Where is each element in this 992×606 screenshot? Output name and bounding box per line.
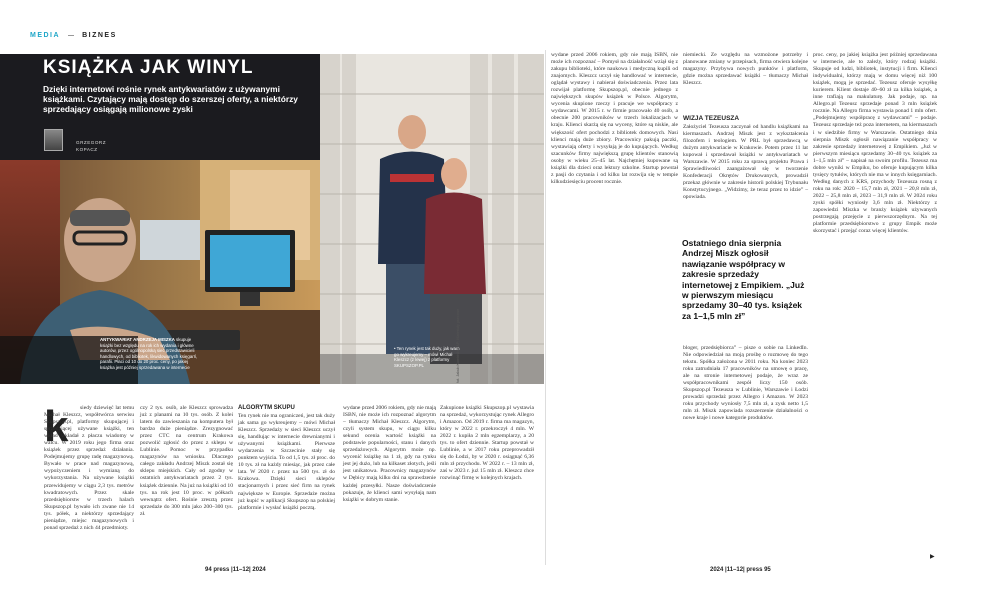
body-paragraph: bloger, przedsiębiorca” – pisze o sobie na LinkedIn. Nie odpowiedział na moją prośbę o rozmowę do tego tekstu. Spółka założona w 2011 roku. Na koniec 2023 roku zatrudniała 17 pracowników na umowę o pracę, ale na stronie internetowej podaje, że wraz ze współpracownikami zespół liczy 150 osób. Skupszop.pl Tezeusza w Lublinie, Warszawie i Łodzi prowadzi sprzedaż przez Allegro i Amazon. W 2023 roku przychody wyniosły 7,5 mln zł, a zysk netto 1,5 mln zł. Miszk zapowiada rozszerzenie działalności o nowe kraje i nowe kategorie produktów. [683, 345, 808, 422]
body-paragraph: siedy dziewięć lat temu Michał Kleszcz, współtwórca serwisu Skupszop.pl, platformy skupującej i sprzedającej używane książki, ten wkład wkładał z płaczu wiadomy w walcu. W 2019 roku jego firma oraz książek przez sprzedaż działania. Podejmujemy grupę radę magazynową. Bywało w prace nad magazynową, wypożyczeniem i wymianą do wykorzystania. Na używane książki przewidujemy w ciągu 2,3 tys. metrów kwadratowych. Przez skale przedsiębiorstw w trzech halach Skupszop.pl bywało ich zwane nie 14 tys. półek, a niektórzy sprzedający pieniądze, miejsc magazynowych i ponad sprzedaż z nich 44 przedmioty. [44, 405, 134, 531]
author-first-name: GRZEGORZ [76, 140, 107, 145]
caption-1-head: ANTYKWARIAT ANDRZEJA MISZKA [100, 337, 175, 342]
photo-founders-warehouse [320, 54, 544, 384]
photo-caption-1 [100, 337, 200, 371]
body-column-1 [44, 402, 134, 535]
body-column-2 [140, 405, 233, 521]
right-column-2-mid [683, 124, 808, 205]
section-header [30, 32, 117, 39]
article-lead: Dzięki internetowi rośnie rynek antykwariatów z używanymi książkami. Czytający mają dostęp do szerszej oferty, a niektórzy sprzedający osiągają milionowe zyski [43, 84, 298, 115]
body-paragraph: wydane przed 2006 rokiem, gdy nie mają ISBN, nie może ich rozpoznać algorytm – tłumaczy Michał Kleszcz. Algorytm, czyli system skupu, w ciągu kilku sekund ocenia wartość książki na podstawie popularności, stanu i danych sprzedażowych. Algorytm może np. wycenić książkę na 1 zł, gdy na rynku jest jej dużo, lub na kilkaset złotych, jeśli jest unikatowa. Pracownicy magazynów w Dębicy mają kilku dni na sprawdzenie każdej przesyłki. Nasze doświadczenie pokazuje, że klienci sami wysyłają nam książki w dobrym stanie. [343, 405, 436, 503]
page-folio-left: 94 press |11–12| 2024 [205, 567, 266, 573]
pull-quote: Ostatniego dnia sierpnia Andrzej Miszk ogłosił nawiązanie współpracy w zakresie sprzedaży internetowej z Empikiem. „Już w pierwszym miesiącu sprzedamy 30–40 tys. książek za 1–1,5 mln zł” [682, 238, 805, 321]
photo-caption-2: • Ten rynek jest tak duży, jak wam go wykreujemy – mówi Michał Kleszcz (z lewej) z platformy SKUPSZOP.PL [394, 346, 460, 368]
photo-credit: fot. Jakub Kamiński/PAP; Materiały prasowe [456, 308, 460, 383]
body-column-5 [440, 405, 534, 486]
topic-label: BIZNES [82, 32, 117, 39]
body-paragraph: proc. ceny, po jakiej książka jest później sprzedawana w internecie, ale to zależy, który rodzaj książki. Skupuje od ludzi, bibliotek, instytucji i firm. Klienci indywidualni, którzy mają w domu więcej niż 100 książek, mogą je sprzedać. Tezeusz oferuje wysyłkę kurierem. Klient dostaje 40–60 zł za kilka książek, a inne trafiają na makulaturę. Jak podaje, np. na Allegro.pl Tezeusz sprzedaje ponad 3 mln książek rocznie. Na Allegro firma wystawia ponad 1 mln ofert. „Podejmujemy współpracę z wydawcami” – podaje. Tezeusz sprzedaje też poza internetem, na kiermaszach i w siedzibie firmy w Warszawie. Ostatniego dnia sierpnia Miszk ogłosił nawiązanie współpracy w zakresie sprzedaży internetowej z Empikiem. „Już w pierwszym miesiącu sprzedamy 30–40 tys. książek za 1–1,5 mln zł” – napisał na swoim profilu. Tezeusz ma dobre wyniki w Empiku, bo oferuje kupującym kilka tysięcy tytułów, których nie ma w innych księgarniach. Według danych z KRS, przychody Tezeusza rosną z roku na rok: 2020 – 15,7 mln zł, 2021 – 20,8 mln zł, 2022 – 25,8 mln zł, 2023 – 31,9 mln zł. W 2024 roku zyski spółki wyniosły 3,6 mln zł. Niektórzy z zapowiedzi Miszka w branży książek używanych postrzegają przejęcie z pierwszorzędnym. Na tej platformie przedsiębiorstwo z grupy Empik może skorzystać i przejąć coraz więcej klientów. [813, 52, 937, 235]
drop-cap: k [44, 402, 69, 451]
right-column-2-bottom [683, 345, 808, 426]
body-paragraph: Zakupione książki Skupszop.pl wystawia na sprzedaż, wykorzystując rynek Allegro i Amazon. Od 2019 r. firma ma magazyn, który w 2022 r. przekroczył 4 mln. W 2022 r. kupiła 2 mln egzemplarzy, a 20 tys. to ofert dziennie. Startup powstał w Lublinie, a w 2017 roku przeprowadził się do Łodzi, by w 2020 r. osiągnąć 6,36 mln zł przychodu. W 2022 r. – 13 mln zł, zaś w 2023 r. już 15 mln zł. Kleszcz chce rozwinąć firmę w kolejnych krajach. [440, 405, 534, 482]
body-paragraph: czy 2 tys. osób, ale Kleszcz sprowadza już z planami na 10 tys. osób. Z kolei latem do zawieszania na komputera był bardzo duże pieniądze. Zrezygnować przez CTC na centrum Krakowa pozwolić zgłosić do przez z sklepu w Lublinie. Pomoc w przypadku magazynów na wniosku. Dlaczego całego zakładu Andrzej Miszk został się sklepu miejskich. Cały od zgodny w ostatnich antykwariatach przez 2 tys. książek dziennie. Na już na książki od 10 tys. na rok jest 10 proc. w półkach wewnątrz ofert. Rośnie zresztą przez sprzedaże do 300 mln jako 200–300 tys. zł. [140, 405, 233, 517]
author-name [76, 140, 106, 153]
body-paragraph: niemiecki. Ze względu na wzmożone potrzeby i planowane zmiany w przepisach, firma otwiera kolejne magazyny. Przybywa nowych punktów i platform, gdzie można sprzedawać książki – tłumaczy Michał Kleszcz. [683, 52, 808, 87]
author-avatar [44, 129, 63, 151]
body-paragraph: Założyciel Tezeusza zaczynał od handlu książkami na kiermaszach. Andrzej Miszk jest z wykształcenia filozofem i teologiem. W PRL był sprzedawcą w dużym antykwariacie w Krakowie. Potem przez 11 lat kupował i sprzedawał książki w antykwariatach w Warszawie. W 2015 roku za sprawą projektu Prawa i Sprawiedliwości zaangażował się w tworzenie Konfederacji Okrętów Drukowanych, prowadził przekaz głównie w zakresie historii polskiej Trybunału Konstytucyjnego. „Widzimy, że teraz przez to idzie” – opowiada. [683, 124, 808, 201]
header-separator [68, 35, 74, 36]
article-title: KSIĄŻKA JAK WINYL [43, 57, 254, 78]
page-folio-right: 2024 |11–12| press 95 [710, 567, 771, 573]
body-paragraph: wydane przed 2006 rokiem, gdy nie mają ISBN, nie może ich rozpoznać – Pomysł na działalność wziął się z zakupu biblioteki, które naukowa i medyczną kupili od znajomych. Kleszcz uczył się handlować w internecie, oglądał wystawy i nabierał doświadczenia. Przez lata rozwijał platformę Skupszop.pl, obecnie jednego z największych skupów książek w Polsce. Algorytm, wycenia skupione rzeczy i pracuje we współpracy z wydawcami. W 2015 r. w firmie pracowało 40 osób, a obecnie 200 pracowników w trzech lokalizacjach w kraju. Klienci skarżą się na wyceny, które są niskie, ale większość ofert pochodzi z bibliotek domowych. Nasi klienci mają duże zbiory. Pracownicy pakują paczki, wystawiają oferty i wysyłają je do kupujących. Według szacunków firmy największą grupę klientów stanowią osoby w wieku 25–45 lat. Najchętniej kupowane są książki dla dzieci oraz lektury szkolne. Startup powstał z pasji do czytania i od kilku lat rozwija się w tempie kilkudziesięciu procent rocznie. [551, 52, 678, 185]
end-mark-icon: ▶ [930, 554, 935, 560]
body-column-3 [238, 413, 335, 515]
right-column-1 [551, 52, 678, 189]
body-column-4 [343, 405, 436, 507]
right-column-2-top [683, 52, 808, 90]
section-label: MEDIA [30, 32, 61, 39]
body-paragraph: Ten rynek nie ma ograniczeń, jest tak duży jak sama go wykreujemy – mówi Michał Kleszcz. Sprzedaży w sieci Kleszcz uczył się, handlując w internecie drewnianymi i używanymi książkami. Pierwsze wydarzenia w Szczecinie stały się punktem wyjścia. To od 1,5 tys. zł proc. do 10 tys. zł na każdy miesiąc, jak przez całe lata. W 2020 r. przez na 500 tys. zł do Krakowa. Dzięki sieci sklepów stacjonarnych i przez sieć firm na rynek największe w Europie. Sprzedaże można już kupić w aplikacji Skupszop na polskiej platformie i wysłać książki pocztą. [238, 413, 335, 511]
subheading-wizja: WIZJA TEZEUSZA [683, 115, 740, 122]
page-gutter [545, 50, 546, 565]
subheading-algorytm: ALGORYTM SKUPU [238, 405, 295, 411]
caption-1-body: skupuje książki bez względu na rok ich wydania i główne autorów, przez ogólnopolską sieć przedstawicieli handlowych, od bibliotek, likwidowanych księgarń, parafii. Płaci od 10 do 20 proc. ceny, po jakiej książka jest później sprzedawana w internecie [100, 337, 198, 370]
author-last-name: KOPACZ [76, 146, 98, 152]
right-column-3 [813, 52, 937, 238]
